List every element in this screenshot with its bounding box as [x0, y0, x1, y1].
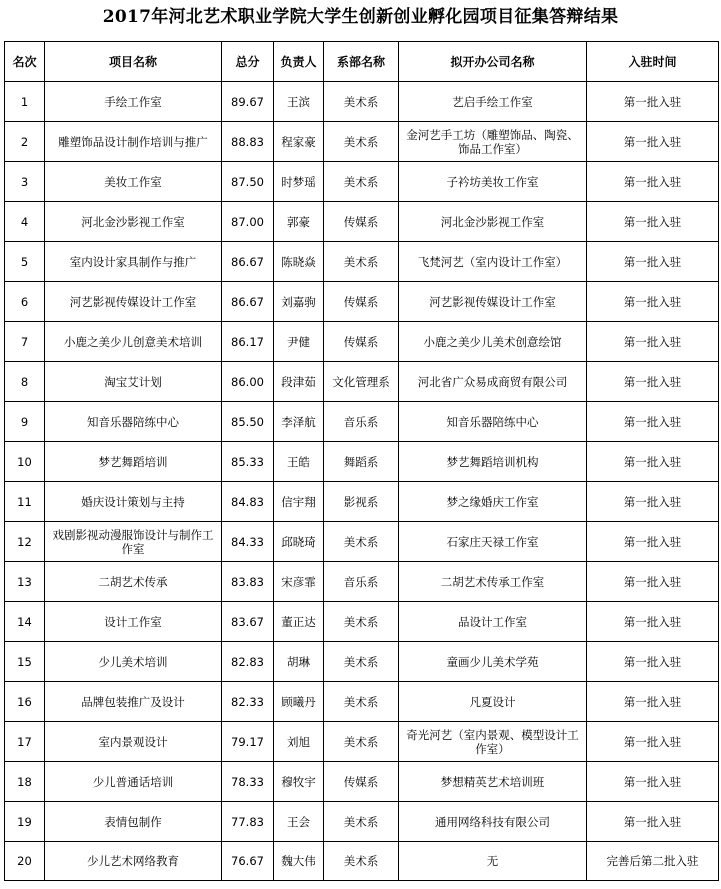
rank-cell: 5: [5, 242, 45, 282]
leader-cell: 陈晓焱: [274, 242, 324, 282]
table-row: [5, 282, 719, 322]
company-name-cell: 梦之缘婚庆工作室: [399, 482, 587, 522]
rank-cell: 8: [5, 362, 45, 402]
score-cell: 86.17: [222, 322, 274, 362]
project-name-cell: 河北金沙影视工作室: [45, 202, 222, 242]
table-row: [5, 442, 719, 482]
table-row: [5, 82, 719, 122]
score-cell: 85.33: [222, 442, 274, 482]
leader-cell: 董正达: [274, 602, 324, 642]
department-cell: 美术系: [324, 602, 399, 642]
project-name-cell: 品牌包装推广及设计: [45, 682, 222, 722]
leader-cell: 信宇翔: [274, 482, 324, 522]
department-cell: 文化管理系: [324, 362, 399, 402]
score-cell: 87.50: [222, 162, 274, 202]
entry-time-cell: 第一批入驻: [587, 122, 719, 162]
score-cell: 82.83: [222, 642, 274, 682]
department-cell: 美术系: [324, 162, 399, 202]
department-cell: 美术系: [324, 802, 399, 842]
project-name-cell: 戏剧影视动漫服饰设计与制作工作室: [45, 522, 222, 562]
score-cell: 84.33: [222, 522, 274, 562]
project-name-cell: 室内设计家具制作与推广: [45, 242, 222, 282]
company-name-cell: 知音乐器陪练中心: [399, 402, 587, 442]
leader-cell: 刘嘉驹: [274, 282, 324, 322]
department-cell: 影视系: [324, 482, 399, 522]
department-cell: 美术系: [324, 122, 399, 162]
table-row: [5, 562, 719, 602]
entry-time-cell: 第一批入驻: [587, 322, 719, 362]
company-name-cell: 凡夏设计: [399, 682, 587, 722]
table-row: [5, 162, 719, 202]
rank-cell: 19: [5, 802, 45, 842]
rank-cell: 9: [5, 402, 45, 442]
project-name-cell: 表情包制作: [45, 802, 222, 842]
rank-cell: 4: [5, 202, 45, 242]
leader-cell: 宋彦霏: [274, 562, 324, 602]
table-row: [5, 402, 719, 442]
table-body: [5, 82, 719, 881]
rank-cell: 16: [5, 682, 45, 722]
company-name-cell: 梦想精英艺术培训班: [399, 762, 587, 802]
table-row: [5, 762, 719, 802]
entry-time-cell: 第一批入驻: [587, 82, 719, 122]
score-cell: 78.33: [222, 762, 274, 802]
table-row: [5, 362, 719, 402]
score-cell: 83.67: [222, 602, 274, 642]
rank-cell: 10: [5, 442, 45, 482]
rank-cell: 14: [5, 602, 45, 642]
score-cell: 84.83: [222, 482, 274, 522]
table-row: [5, 602, 719, 642]
entry-time-cell: 第一批入驻: [587, 202, 719, 242]
entry-time-cell: 第一批入驻: [587, 402, 719, 442]
entry-time-cell: 第一批入驻: [587, 282, 719, 322]
entry-time-cell: 第一批入驻: [587, 602, 719, 642]
score-cell: 76.67: [222, 842, 274, 881]
entry-time-cell: 第一批入驻: [587, 682, 719, 722]
entry-time-cell: 第一批入驻: [587, 482, 719, 522]
header-department: 系部名称: [324, 42, 399, 82]
header-leader: 负责人: [274, 42, 324, 82]
score-cell: 88.83: [222, 122, 274, 162]
entry-time-cell: 第一批入驻: [587, 762, 719, 802]
company-name-cell: 梦艺舞蹈培训机构: [399, 442, 587, 482]
project-name-cell: 少儿美术培训: [45, 642, 222, 682]
leader-cell: 时梦瑶: [274, 162, 324, 202]
entry-time-cell: 第一批入驻: [587, 362, 719, 402]
table-row: [5, 802, 719, 842]
department-cell: 传媒系: [324, 322, 399, 362]
header-company-name: 拟开办公司名称: [399, 42, 587, 82]
project-name-cell: 少儿普通话培训: [45, 762, 222, 802]
leader-cell: 郭豪: [274, 202, 324, 242]
entry-time-cell: 第一批入驻: [587, 442, 719, 482]
score-cell: 87.00: [222, 202, 274, 242]
leader-cell: 魏大伟: [274, 842, 324, 881]
project-name-cell: 少儿艺术网络教育: [45, 842, 222, 881]
rank-cell: 7: [5, 322, 45, 362]
company-name-cell: 河艺影视传媒设计工作室: [399, 282, 587, 322]
rank-cell: 12: [5, 522, 45, 562]
leader-cell: 王皓: [274, 442, 324, 482]
company-name-cell: 小鹿之美少儿美术创意绘馆: [399, 322, 587, 362]
project-name-cell: 梦艺舞蹈培训: [45, 442, 222, 482]
rank-cell: 6: [5, 282, 45, 322]
rank-cell: 18: [5, 762, 45, 802]
score-cell: 79.17: [222, 722, 274, 762]
project-name-cell: 知音乐器陪练中心: [45, 402, 222, 442]
company-name-cell: 通用网络科技有限公司: [399, 802, 587, 842]
table-row: [5, 722, 719, 762]
rank-cell: 17: [5, 722, 45, 762]
department-cell: 美术系: [324, 722, 399, 762]
company-name-cell: 艺启手绘工作室: [399, 82, 587, 122]
department-cell: 音乐系: [324, 562, 399, 602]
score-cell: 89.67: [222, 82, 274, 122]
entry-time-cell: 第一批入驻: [587, 162, 719, 202]
company-name-cell: 飞梵河艺（室内设计工作室）: [399, 242, 587, 282]
leader-cell: 胡琳: [274, 642, 324, 682]
project-name-cell: 设计工作室: [45, 602, 222, 642]
score-cell: 86.67: [222, 282, 274, 322]
project-name-cell: 室内景观设计: [45, 722, 222, 762]
department-cell: 传媒系: [324, 282, 399, 322]
entry-time-cell: 完善后第二批入驻: [587, 842, 719, 881]
header-score: 总分: [222, 42, 274, 82]
leader-cell: 尹健: [274, 322, 324, 362]
score-cell: 86.00: [222, 362, 274, 402]
table-row: [5, 322, 719, 362]
rank-cell: 1: [5, 82, 45, 122]
rank-cell: 13: [5, 562, 45, 602]
header-rank: 名次: [5, 42, 45, 82]
company-name-cell: 无: [399, 842, 587, 881]
score-cell: 77.83: [222, 802, 274, 842]
entry-time-cell: 第一批入驻: [587, 802, 719, 842]
project-name-cell: 雕塑饰品设计制作培训与推广: [45, 122, 222, 162]
table-row: [5, 642, 719, 682]
project-name-cell: 手绘工作室: [45, 82, 222, 122]
company-name-cell: 石家庄天禄工作室: [399, 522, 587, 562]
table-row: [5, 522, 719, 562]
project-name-cell: 河艺影视传媒设计工作室: [45, 282, 222, 322]
entry-time-cell: 第一批入驻: [587, 562, 719, 602]
department-cell: 音乐系: [324, 402, 399, 442]
rank-cell: 3: [5, 162, 45, 202]
department-cell: 美术系: [324, 642, 399, 682]
table-header-row: [5, 42, 719, 82]
project-name-cell: 淘宝艾计划: [45, 362, 222, 402]
score-cell: 82.33: [222, 682, 274, 722]
table-row: [5, 842, 719, 881]
score-cell: 83.83: [222, 562, 274, 602]
table-row: [5, 682, 719, 722]
department-cell: 舞蹈系: [324, 442, 399, 482]
department-cell: 美术系: [324, 242, 399, 282]
company-name-cell: 童画少儿美术学苑: [399, 642, 587, 682]
entry-time-cell: 第一批入驻: [587, 722, 719, 762]
leader-cell: 段津茹: [274, 362, 324, 402]
project-name-cell: 美妆工作室: [45, 162, 222, 202]
department-cell: 传媒系: [324, 202, 399, 242]
project-name-cell: 二胡艺术传承: [45, 562, 222, 602]
rank-cell: 2: [5, 122, 45, 162]
leader-cell: 程家豪: [274, 122, 324, 162]
entry-time-cell: 第一批入驻: [587, 642, 719, 682]
entry-time-cell: 第一批入驻: [587, 522, 719, 562]
document-title: 2017年河北艺术职业学院大学生创新创业孵化园项目征集答辩结果: [102, 7, 619, 27]
department-cell: 传媒系: [324, 762, 399, 802]
department-cell: 美术系: [324, 82, 399, 122]
leader-cell: 李泽航: [274, 402, 324, 442]
leader-cell: 顾曦丹: [274, 682, 324, 722]
leader-cell: 王会: [274, 802, 324, 842]
company-name-cell: 二胡艺术传承工作室: [399, 562, 587, 602]
company-name-cell: 奇光河艺（室内景观、模型设计工作室）: [399, 722, 587, 762]
table-row: [5, 482, 719, 522]
results-table: [4, 41, 719, 881]
company-name-cell: 子衿坊美妆工作室: [399, 162, 587, 202]
table-row: [5, 202, 719, 242]
table-row: [5, 242, 719, 282]
company-name-cell: 金河艺手工坊（雕塑饰品、陶瓷、饰品工作室）: [399, 122, 587, 162]
project-name-cell: 小鹿之美少儿创意美术培训: [45, 322, 222, 362]
score-cell: 86.67: [222, 242, 274, 282]
company-name-cell: 河北省广众易成商贸有限公司: [399, 362, 587, 402]
entry-time-cell: 第一批入驻: [587, 242, 719, 282]
rank-cell: 11: [5, 482, 45, 522]
header-project-name: 项目名称: [45, 42, 222, 82]
leader-cell: 王滨: [274, 82, 324, 122]
company-name-cell: 河北金沙影视工作室: [399, 202, 587, 242]
leader-cell: 刘旭: [274, 722, 324, 762]
leader-cell: 穆牧宇: [274, 762, 324, 802]
rank-cell: 15: [5, 642, 45, 682]
score-cell: 85.50: [222, 402, 274, 442]
table-row: [5, 122, 719, 162]
header-entry-time: 入驻时间: [587, 42, 719, 82]
leader-cell: 邱晓琦: [274, 522, 324, 562]
department-cell: 美术系: [324, 682, 399, 722]
company-name-cell: 品设计工作室: [399, 602, 587, 642]
department-cell: 美术系: [324, 522, 399, 562]
department-cell: 美术系: [324, 842, 399, 881]
project-name-cell: 婚庆设计策划与主持: [45, 482, 222, 522]
rank-cell: 20: [5, 842, 45, 881]
